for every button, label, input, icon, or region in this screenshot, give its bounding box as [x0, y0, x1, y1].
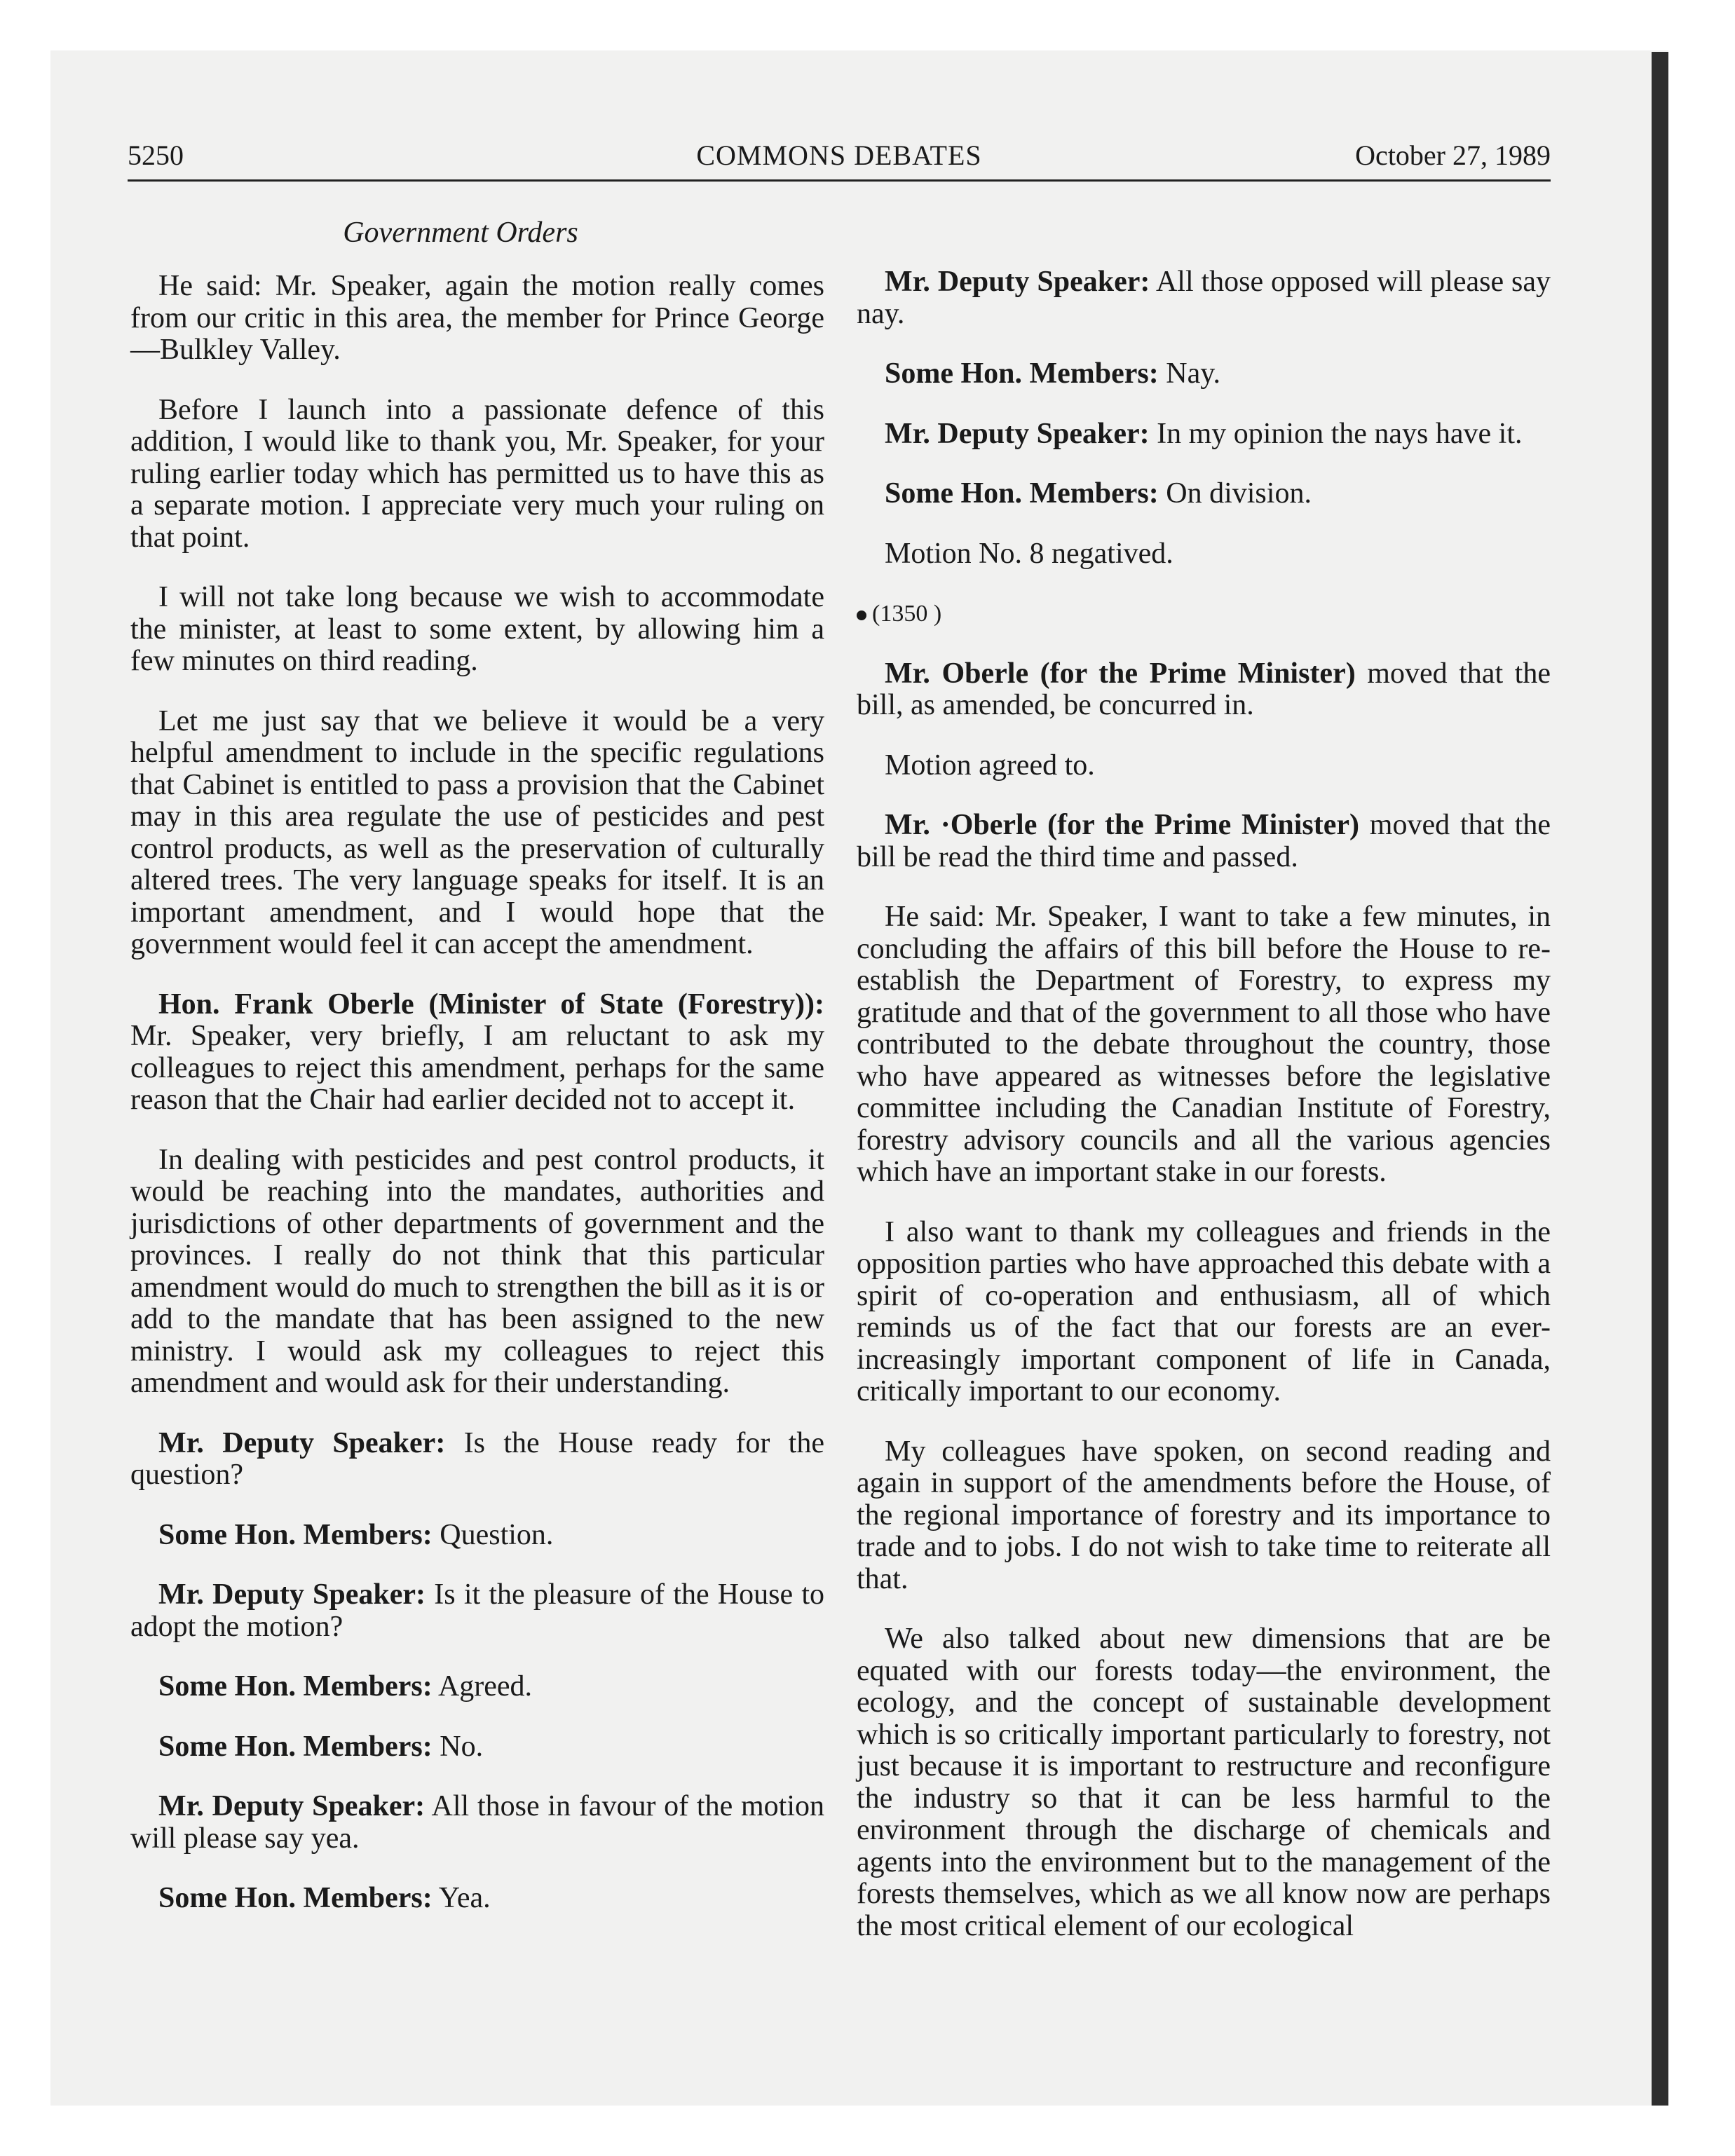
paragraph-text: My colleagues have spoken, on second reading and again in support of the amendments before the House, of the regional importance of forestry and its importance to trade and to jobs. I do not wish to take time to reiterate all that.	[857, 1435, 1551, 1595]
time-stamp-text: (1350 )	[872, 601, 942, 627]
scan-edge-bar	[1652, 52, 1668, 2106]
speaker-name: Some Hon. Members:	[158, 1670, 433, 1703]
paragraph-text: All those in favour of the motion will please say yea.	[130, 1790, 825, 1855]
debate-paragraph	[130, 1579, 824, 1643]
paragraph-text: Is it the pleasure of the House to adopt the motion?	[130, 1578, 825, 1643]
journal-title: COMMONS DEBATES	[696, 139, 982, 171]
speaker-name: Mr. Deputy Speaker:	[885, 417, 1150, 450]
paragraph-text: I also want to thank my colleagues and friends in the opposition parties who have approached this debate with a spirit of co-operation and enthusiasm, all of which reminds us of the fact that our forests are an ever-increasingly important component of life in Canada, critically important to our economy.	[857, 1215, 1551, 1407]
speaker-name: Some Hon. Members:	[885, 477, 1159, 510]
paragraph-text: Question.	[432, 1518, 554, 1551]
right-column	[857, 266, 1551, 1970]
paragraph-text: In dealing with pesticides and pest control products, it would be reaching into the mandates, authorities and jurisdictions of other departments of government and the provinces. I really do not think that this particular amendment would do much to strengthen the bill as it is or add to the mandate that has been assigned to the new ministry. I would ask my colleagues to reject this amendment and would ask for their understanding.	[130, 1143, 824, 1399]
debate-paragraph	[130, 989, 824, 1117]
debate-paragraph	[130, 1145, 824, 1400]
debate-paragraph	[130, 706, 824, 961]
paragraph-text: We also talked about new dimensions that are be equated with our forests today—the environment, the ecology, and the concept of sustainable development which is so critically important particularly to forestry, not just because it is important to restructure and reconfigure the industry so that it can be less harmful to the environment through the discharge of chemicals and agents into the environment but to the management of the forests themselves, which as we all know now are perhaps the most critical element of our ecological	[857, 1623, 1551, 1942]
debate-paragraph	[857, 750, 1551, 782]
debate-paragraph	[130, 1428, 824, 1492]
speaker-name: Some Hon. Members:	[158, 1882, 433, 1914]
section-title: Government Orders	[343, 217, 578, 249]
debate-paragraph	[130, 395, 824, 554]
paragraph-text: He said: Mr. Speaker, again the motion really comes from our critic in this area, the member for Prince George—Bulkley Valley.	[130, 270, 824, 366]
page-number: 5250	[128, 139, 184, 171]
header-rule	[128, 179, 1551, 182]
paragraph-text: Let me just say that we believe it would be a very helpful amendment to include in the specific regulations that Cabinet is entitled to pass a provision that the Cabinet may in this area regulate the use of pesticides and pest control products, as well as the preservation of culturally altered trees. The very language speaks for itself. It is an important amendment, and I would hope that the government would feel it can accept the amendment.	[130, 704, 824, 960]
paragraph-text: Before I launch into a passionate defence of this addition, I would like to thank you, Mr. Speaker, for your ruling earlier today which has permitted us to have this as a separate motion. I appreciate very much your ruling on that point.	[130, 393, 824, 554]
debate-paragraph	[130, 582, 824, 678]
paragraph-text: All those opposed will please say nay.	[857, 266, 1551, 330]
speaker-name: Mr. Deputy Speaker:	[885, 266, 1150, 298]
paragraph-text: Mr. Speaker, very briefly, I am reluctant to ask my colleagues to reject this amendment, perhaps for the same reason that the Chair had earlier decided not to accept it.	[130, 1020, 824, 1116]
paragraph-text: Is the House ready for the question?	[130, 1426, 824, 1491]
speaker-name: Some Hon. Members:	[158, 1730, 433, 1763]
debate-paragraph	[857, 810, 1551, 873]
paragraph-text: Yea.	[432, 1882, 491, 1914]
paragraph-text: In my opinion the nays have it.	[1149, 417, 1523, 450]
paragraph-text: He said: Mr. Speaker, I want to take a few minutes, in concluding the affairs of this bill before the House to re-establish the Department of Forestry, to express my gratitude and that of the government to all those who have contributed to the debate throughout the country, those who have appeared as witnesses before the legislative committee including the Canadian Institute of Forestry, forestry advisory councils and all the various agencies which have an important stake in our forests.	[857, 901, 1551, 1188]
publication-date: October 27, 1989	[1355, 139, 1551, 171]
paragraph-text: I will not take long because we wish to accommodate the minister, at least to some extent, by allowing him a few minutes on third reading.	[130, 581, 824, 677]
paragraph-text: Agreed.	[432, 1670, 533, 1703]
debate-paragraph	[130, 1520, 824, 1552]
bullet-icon	[857, 610, 866, 620]
debate-paragraph	[130, 1671, 824, 1703]
debate-paragraph	[857, 538, 1551, 571]
debate-paragraph	[857, 1623, 1551, 1942]
debate-paragraph	[857, 1217, 1551, 1408]
paragraph-text: moved that the bill be read the third time and passed.	[857, 809, 1551, 873]
paragraph-text: Motion agreed to.	[885, 749, 1095, 782]
debate-paragraph	[857, 901, 1551, 1189]
debate-paragraph	[857, 266, 1551, 330]
speaker-name: Hon. Frank Oberle (Minister of State (Forestry)):	[158, 988, 824, 1021]
speaker-name: Mr. Deputy Speaker:	[158, 1426, 446, 1459]
page-header	[128, 139, 1551, 182]
debate-paragraph	[130, 1883, 824, 1915]
paragraph-text: No.	[432, 1730, 484, 1763]
debate-paragraph	[857, 658, 1551, 722]
debate-paragraph	[857, 1436, 1551, 1596]
speaker-name: Mr. Deputy Speaker:	[158, 1578, 426, 1611]
time-stamp	[857, 598, 1551, 630]
paragraph-text: On division.	[1158, 477, 1312, 510]
debate-paragraph	[857, 358, 1551, 390]
debate-paragraph	[130, 1791, 824, 1855]
speaker-name: Mr. Oberle (for the Prime Minister)	[885, 657, 1356, 690]
paragraph-text: Motion No. 8 negatived.	[885, 537, 1173, 570]
paragraph-text: Nay.	[1158, 357, 1221, 390]
paragraph-text: moved that the bill, as amended, be concurred in.	[857, 657, 1551, 721]
debate-paragraph	[130, 271, 824, 367]
debate-paragraph	[130, 1731, 824, 1763]
debate-paragraph	[857, 418, 1551, 451]
speaker-name: Some Hon. Members:	[885, 357, 1159, 390]
speaker-name: Some Hon. Members:	[158, 1518, 433, 1551]
speaker-name: Mr. Deputy Speaker:	[158, 1790, 426, 1822]
debate-paragraph	[857, 478, 1551, 510]
left-column	[130, 271, 824, 1943]
speaker-name: Mr. ·Oberle (for the Prime Minister)	[885, 809, 1359, 841]
